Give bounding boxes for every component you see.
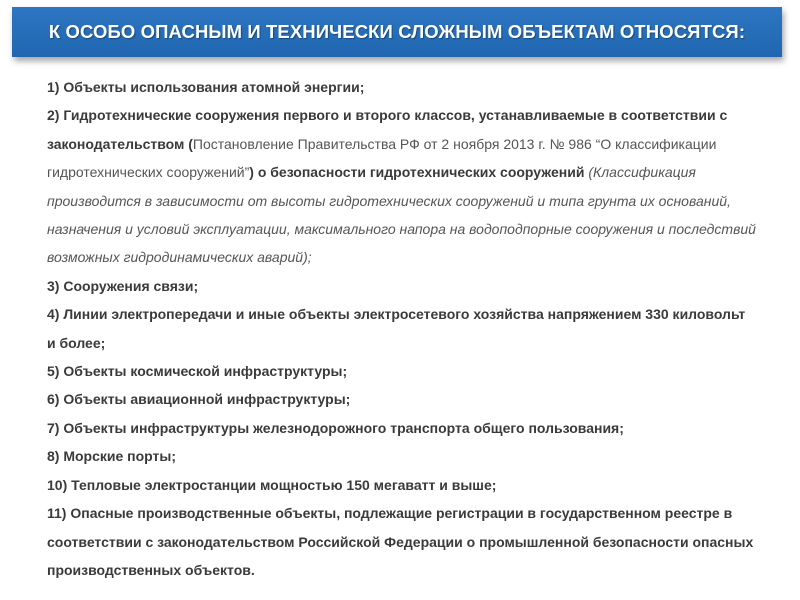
list-item-italic-note: (Классификация производится в зависимости от высоты гидротехнических сооружений и типа грунта их оснований, назначения и условий эксплуатации, максимального напора на водоподпорные сооружения и последствий возможных гидродинамических аварий); <box>47 164 756 266</box>
list-item: 5) Объекты космической инфраструктуры; <box>47 363 348 380</box>
list-item: 8) Морские порты; <box>47 448 177 465</box>
list-item-text: 2) Гидротехнические сооружения первого и второго классов, устанавливаемые в соответствии с законодательством ( <box>47 107 728 152</box>
list-item <box>47 101 757 271</box>
list-item-note: Постановление Правительства РФ от 2 ноября 2013 г. № 986 “О классификации гидротехнических сооружений” <box>47 135 717 181</box>
slide-title: К ОСОБО ОПАСНЫМ И ТЕХНИЧЕСКИ СЛОЖНЫМ ОБЪЕКТАМ ОТНОСЯТСЯ: <box>48 21 746 42</box>
list-item-text: ) о безопасности гидротехнических сооружений <box>249 164 589 181</box>
list-item: 10) Тепловые электростанции мощностью 150 мегаватт и выше; <box>47 476 497 493</box>
list-item: 7) Объекты инфраструктуры железнодорожного транспорта общего пользования; <box>47 419 624 436</box>
list-item: 1) Объекты использования атомной энергии; <box>47 79 365 95</box>
list-item: 4) Линии электропередачи и иные объекты электросетевого хозяйства напряжением 330 киловольт и более; <box>47 306 746 351</box>
title-banner <box>12 7 782 57</box>
list-item: 6) Объекты авиационной инфраструктуры; <box>47 391 351 408</box>
list-item: 3) Сооружения связи; <box>47 277 199 294</box>
objects-list <box>47 73 757 584</box>
list-item: 11) Опасные производственные объекты, подлежащие регистрации в государственном реестре в соответствии с законодательством Российской Федерации о промышленной безопасности опасных производственных объектов. <box>47 505 754 578</box>
